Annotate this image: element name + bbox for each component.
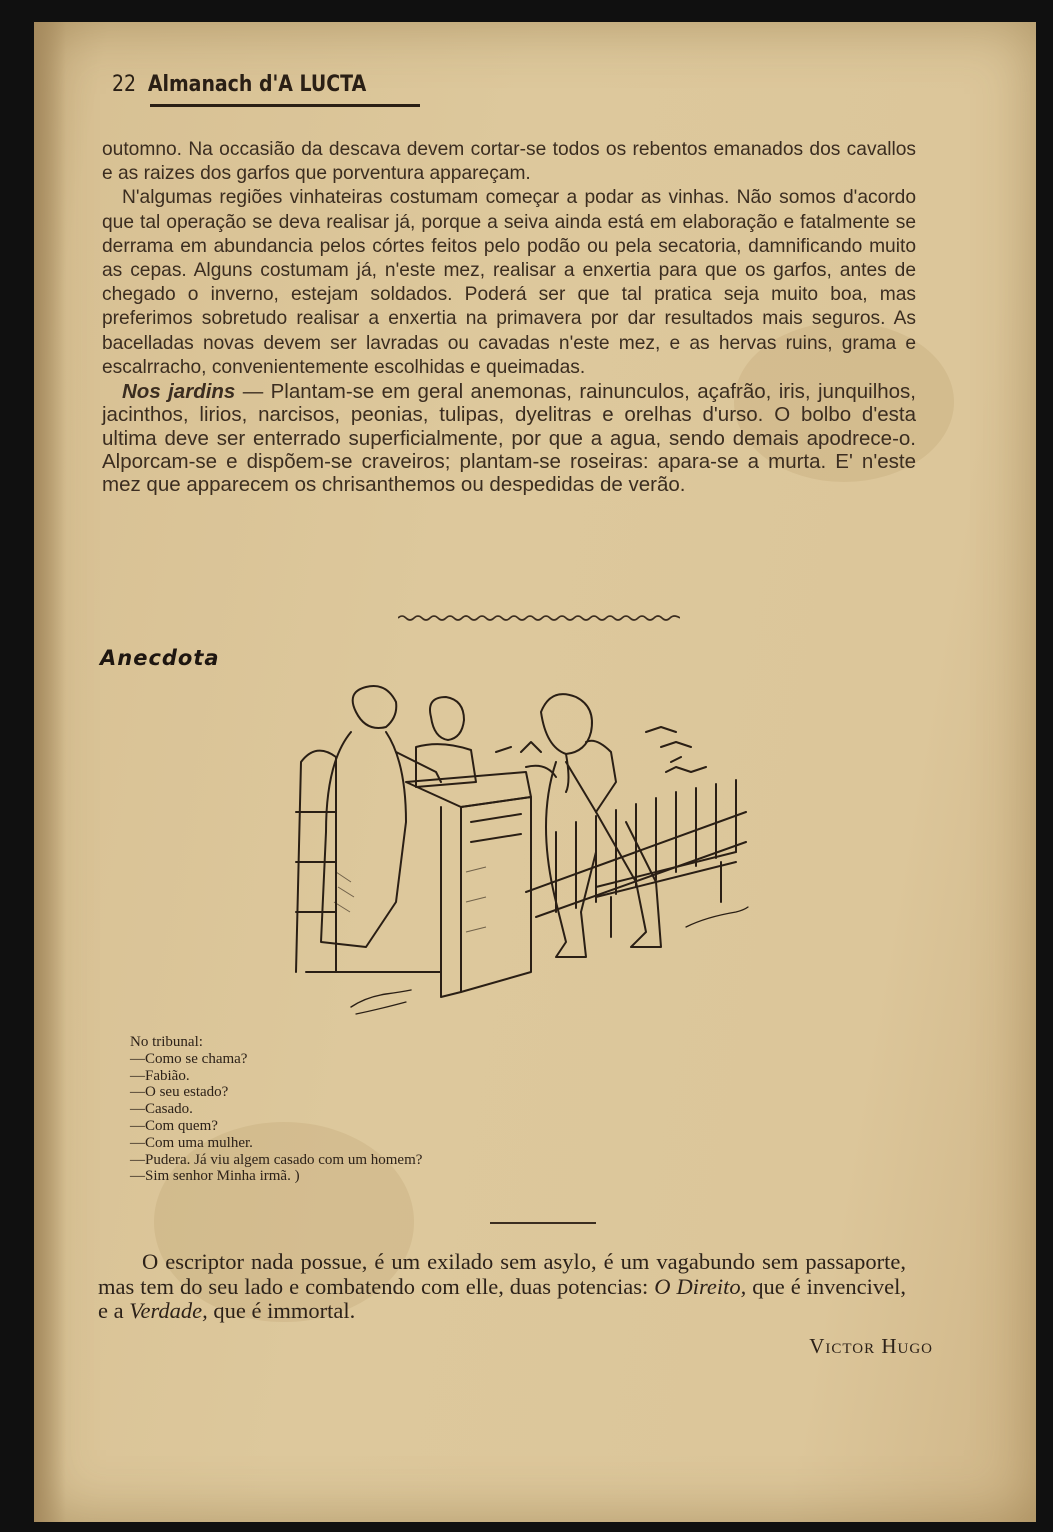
anecdota-title: Anecdota (100, 646, 220, 670)
dialogue-line: —Como se chama? (130, 1050, 248, 1067)
page-spine-shading (34, 22, 66, 1522)
paragraph-descava: outomno. Na occasião da descava devem cortar-se todos os rebentos emanados dos cavallos e as raizes dos garfos que porventura appareçam. (102, 139, 916, 185)
main-text (102, 138, 916, 497)
running-header (112, 72, 370, 97)
dialogue-line: —O seu estado? (130, 1084, 229, 1101)
quote-italic-verdade: Verdade, (129, 1298, 208, 1324)
quote-text-b: que é invencivel, e a (98, 1273, 906, 1324)
anecdota-dialogue (130, 1034, 650, 1185)
dialogue-line: —Fabião. (130, 1067, 190, 1084)
quote-text-c: que é immortal. (207, 1298, 356, 1324)
page-number: 22 (112, 72, 137, 97)
paragraph-poda: N'algumas regiões vinhateiras costumam começar a podar as vinhas. Não somos d'acordo que tal operação se deva realisar já, porque a seiva ainda está em elaboração e fatalmente se derrama em abundancia pelos córtes feitos pelo podão ou pela secatoria, damnificando muito as cepas. Alguns costumam já, n'este mez, realisar a enxertia para que os garfos, antes de chegado o inverno, estejam soldados. Poderá ser que tal pratica seja muito boa, mas preferimos sobretudo realisar a enxertia na primavera por dar resultados mais seguros. As bacelladas novas devem ser lavradas ou cavadas n'este mez, e as hervas ruins, grama e escalrracho, convenientemente escolhidas e queimadas. (102, 187, 916, 378)
dialogue-line: —Com quem? (130, 1117, 218, 1134)
dialogue-line: —Pudera. Já viu algem casado com um homem? (130, 1151, 423, 1168)
jardins-text: — Plantam-se em geral anemonas, rainunculos, açafrão, iris, junquilhos, jacinthos, lirios, narcisos, peonias, tulipas, dyelitras e orelhas d'urso. O bolbo d'esta ultima deve ser enterrado superficialmente, por que a agua, sendo demais apodrece-o. Alporcam-se e dispõem-se craveiros; plantam-se roseiras: apara-se a murta. E' n'este mez que apparecem os chrisanthemos ou despedidas de verão. (102, 380, 916, 497)
jardins-label: Nos jardins (122, 380, 236, 404)
dialogue-line: —Com uma mulher. (130, 1134, 253, 1151)
paragraph-jardins (102, 380, 916, 496)
almanac-title: Almanach d'A LUCTA (147, 72, 367, 97)
wavy-ornament-divider (398, 612, 680, 622)
quote-author: Victor Hugo (809, 1334, 933, 1358)
dialogue-line: —Sim senhor Minha irmã. ) (130, 1168, 300, 1185)
quote-text-a: O escriptor nada possue, é um exilado sem asylo, é um vagabundo sem passaporte, mas tem do seu lado e combatendo com elle, duas potencias: (98, 1249, 906, 1299)
dialogue-line: No tribunal: (130, 1034, 203, 1050)
quote-italic-direito: O Direito, (654, 1273, 747, 1299)
header-underline (150, 104, 420, 107)
courtroom-cartoon-illustration (266, 672, 766, 1027)
dialogue-line: —Casado. (130, 1101, 193, 1118)
section-divider (490, 1222, 596, 1224)
victor-hugo-quote (98, 1250, 906, 1324)
